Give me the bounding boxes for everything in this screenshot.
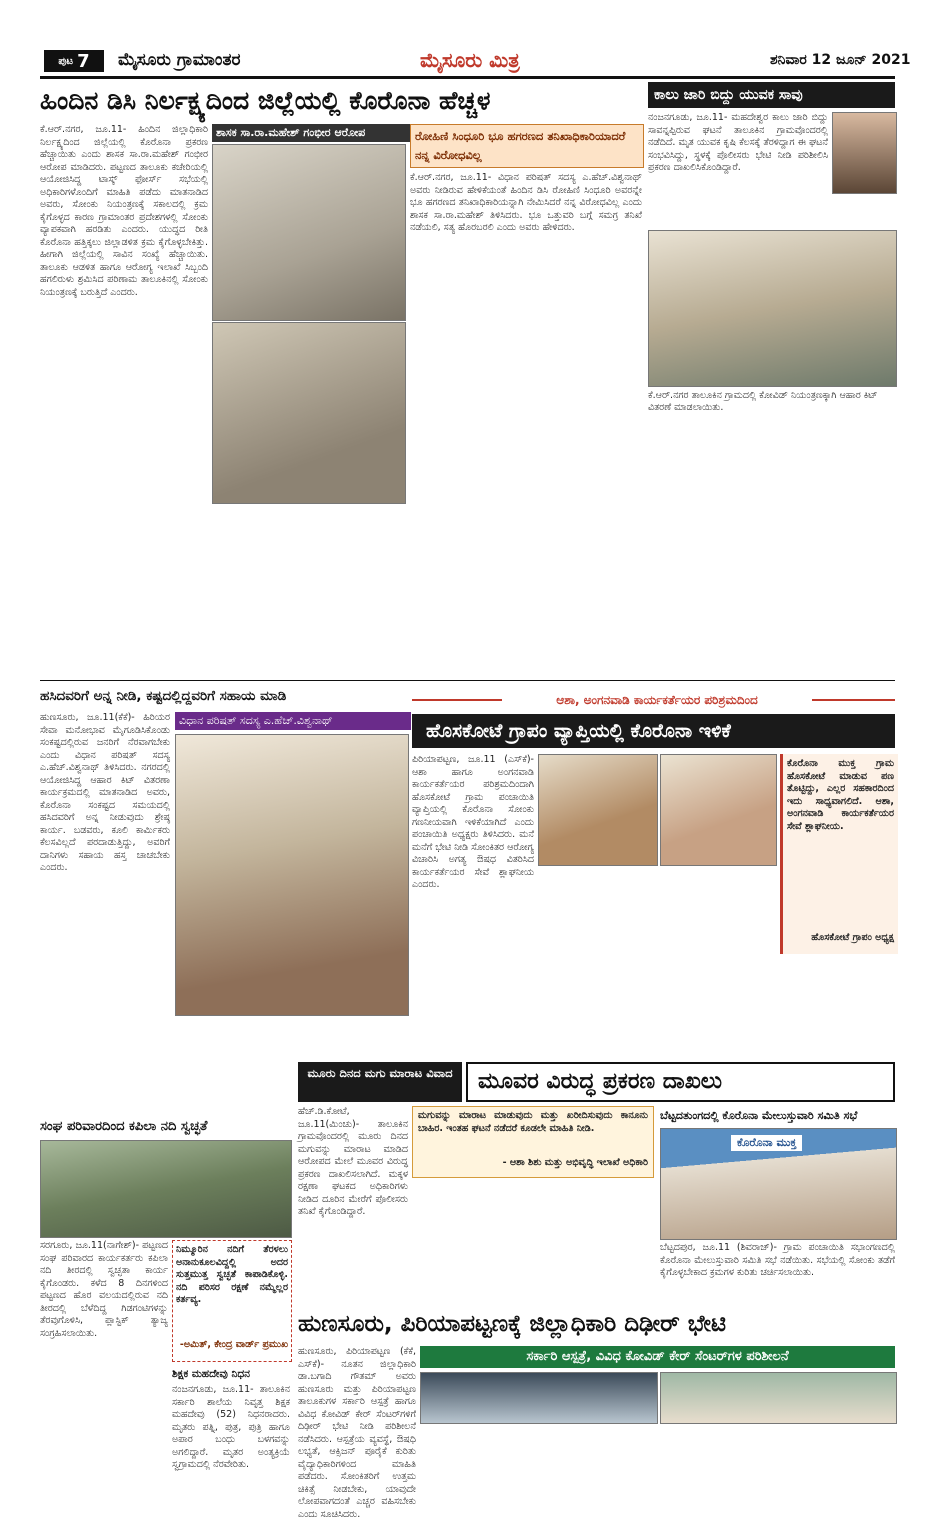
story1-kicker: ಶಾಸಕ ಸಾ.ರಾ.ಮಹೇಶ್ ಗಂಭೀರ ಆರೋಪ <box>212 124 420 142</box>
story10-photo-1 <box>420 1372 658 1424</box>
story5-kicker-row <box>412 690 895 710</box>
story10-kicker: ಸರ್ಕಾರಿ ಆಸ್ಪತ್ರೆ, ವಿವಿಧ ಕೋವಿಡ್ ಕೇರ್ ಸೆಂಟರ್‌ಗಳ ಪರಿಶೀಲನೆ <box>420 1346 895 1368</box>
story4-photo <box>175 734 409 1016</box>
story5-kicker: ಆಶಾ, ಅಂಗನವಾಡಿ ಕಾರ್ಯಕರ್ತೆಯರ ಪರಿಶ್ರಮದಿಂದ <box>502 690 812 710</box>
story4-headline: ಹಸಿದವರಿಗೆ ಅನ್ನ ನೀಡಿ, ಕಷ್ಟದಲ್ಲಿದ್ದವರಿಗೆ ಸಹಾಯ ಮಾಡಿ <box>40 688 287 704</box>
story10-photo-2 <box>660 1372 897 1424</box>
story1-body-continued <box>212 506 404 676</box>
story1-photo-2 <box>212 322 406 504</box>
story9-headline: ಬೆಟ್ಟದತುಂಗದಲ್ಲಿ ಕೊರೊನಾ ಮೇಲುಸ್ತುವಾರಿ ಸಮಿತಿ ಸಭೆ <box>660 1109 858 1122</box>
story5-headline: ಹೊಸಕೋಟೆ ಗ್ರಾಪಂ ವ್ಯಾಪ್ತಿಯಲ್ಲಿ ಕೊರೊನಾ ಇಳಿಕೆ <box>426 720 731 742</box>
story9-body: ಬೆಟ್ಟದಪುರ, ಜೂ.11 (ಶಿವರಾಜ್)- ಗ್ರಾಮ ಪಂಚಾಯಿತಿ ಸಭಾಂಗಣದಲ್ಲಿ ಕೊರೊನಾ ಮೇಲುಸ್ತುವಾರಿ ಸಮಿತಿ ಸಭೆ ನಡೆಯಿತು. ಸಭೆಯಲ್ಲಿ ಸೋಂಕು ತಡೆಗೆ ಕೈಗೊಳ್ಳಬೇಕಾದ ಕ್ರಮಗಳ ಕುರಿತು ಚರ್ಚಿಸಲಾಯಿತು. <box>660 1242 895 1278</box>
story3-headline: ಕಾಲು ಜಾರಿ ಬಿದ್ದು ಯುವಕ ಸಾವು <box>654 87 803 103</box>
obit-body: ನಂಜನಗೂಡು, ಜೂ.11- ತಾಲೂಕಿನ ಸರ್ಕಾರಿ ಶಾಲೆಯ ನಿವೃತ್ತ ಶಿಕ್ಷಕ ಮಹದೇವು (52) ನಿಧನರಾದರು. ಮೃತರು ಪತ್ನಿ, ಪುತ್ರ, ಪುತ್ರಿ ಹಾಗೂ ಅಪಾರ ಬಂಧು ಬಳಗವನ್ನು ಅಗಲಿದ್ದಾರೆ. ಮೃತರ ಅಂತ್ಯಕ್ರಿಯೆ ಸ್ವಗ್ರಾಮದಲ್ಲಿ ನೆರವೇರಿತು. <box>172 1384 290 1470</box>
story5-headline-box <box>412 714 895 748</box>
masthead-rule <box>40 76 895 79</box>
page-label: ಪುಟ <box>58 55 74 67</box>
story5-quote: ಕೊರೊನಾ ಮುಕ್ತ ಗ್ರಾಮ ಹೊಸಕೋಟೆ ಮಾಡುವ ಪಣ ತೊಟ್ಟಿದ್ದು, ಎಲ್ಲರ ಸಹಕಾರದಿಂದ ಇದು ಸಾಧ್ಯವಾಗಲಿದೆ. ಆಶಾ, ಅಂಗನವಾಡಿ ಕಾರ್ಯಕರ್ತೆಯರ ಸೇವೆ ಶ್ಲಾಘನೀಯ. <box>787 758 894 832</box>
page-number: 7 <box>77 50 90 72</box>
story4-body: ಹುಣಸೂರು, ಜೂ.11(ಕೆಕೆ)- ಹಿರಿಯರ ಸೇವಾ ಮನೋಭಾವ ಮೈಗೂಡಿಸಿಕೊಂಡು ಸಂಕಷ್ಟದಲ್ಲಿರುವ ಜನರಿಗೆ ನೆರವಾಗಬೇಕು ಎಂದು ವಿಧಾನ ಪರಿಷತ್ ಸದಸ್ಯ ಎ.ಹೆಚ್.ವಿಶ್ವನಾಥ್ ತಿಳಿಸಿದರು. ನಗರದಲ್ಲಿ ಆಯೋಜಿಸಿದ್ದ ಆಹಾರ ಕಿಟ್ ವಿತರಣಾ ಕಾರ್ಯಕ್ರಮದಲ್ಲಿ ಮಾತನಾಡಿದ ಅವರು, ಕೊರೊನಾ ಸಂಕಷ್ಟದ ಸಮಯದಲ್ಲಿ ಹಸಿದವರಿಗೆ ಅನ್ನ ನೀಡುವುದು ಶ್ರೇಷ್ಠ ಕಾರ್ಯ. ಬಡವರು, ಕೂಲಿ ಕಾರ್ಮಿಕರು ಕೆಲಸವಿಲ್ಲದೆ ಪರದಾಡುತ್ತಿದ್ದು, ಅವರಿಗೆ ದಾನಿಗಳು ಸಹಾಯ ಹಸ್ತ ಚಾಚಬೇಕು ಎಂದರು. <box>40 712 170 873</box>
story3-headline-box <box>648 82 895 108</box>
story5-quote-box <box>780 754 898 954</box>
story10-headline: ಹುಣಸೂರು, ಪಿರಿಯಾಪಟ್ಟಣಕ್ಕೆ ಜಿಲ್ಲಾಧಿಕಾರಿ ದಿಢೀರ್ ಭೇಟಿ <box>298 1311 727 1337</box>
story7-body: ಸರಗೂರು, ಜೂ.11(ನಾಗೇಶ್)- ಪಟ್ಟಣದ ಸಂಘ ಪರಿವಾರದ ಕಾರ್ಯಕರ್ತರು ಕಪಿಲಾ ನದಿ ತೀರದಲ್ಲಿ ಸ್ವಚ್ಛತಾ ಕಾರ್ಯ ಕೈಗೊಂಡರು. ಕಳೆದ 8 ದಿನಗಳಿಂದ ಪಟ್ಟಣದ ಹೊರ ವಲಯದಲ್ಲಿರುವ ನದಿ ತೀರದಲ್ಲಿ ಬೆಳೆದಿದ್ದ ಗಿಡಗಂಟಿಗಳನ್ನು ತೆರವುಗೊಳಿಸಿ, ಪ್ಲಾಸ್ಟಿಕ್ ತ್ಯಾಜ್ಯ ಸಂಗ್ರಹಿಸಲಾಯಿತು. <box>40 1240 168 1339</box>
story6-body: ಹೆಚ್.ಡಿ.ಕೋಟೆ, ಜೂ.11(ಮಿಂಚು)- ತಾಲೂಕಿನ ಗ್ರಾಮವೊಂದರಲ್ಲಿ ಮೂರು ದಿನದ ಮಗುವನ್ನು ಮಾರಾಟ ಮಾಡಿದ ಆರೋಪದ ಮೇಲೆ ಮೂವರ ವಿರುದ್ಧ ಪ್ರಕರಣ ದಾಖಲಿಸಲಾಗಿದೆ. ಮಕ್ಕಳ ರಕ್ಷಣಾ ಘಟಕದ ಅಧಿಕಾರಿಗಳು ನೀಡಿದ ದೂರಿನ ಮೇರೆಗೆ ಪೊಲೀಸರು ತನಿಖೆ ಕೈಗೊಂಡಿದ್ದಾರೆ. <box>298 1106 408 1217</box>
story5-quote-attribution: ಹೊಸಕೋಟೆ ಗ್ರಾಪಂ ಅಧ್ಯಕ್ಷ <box>811 932 894 943</box>
story6-kicker: ಮೂರು ದಿನದ ಮಗು ಮಾರಾಟ ವಿವಾದ <box>307 1066 453 1080</box>
story6-headline-box <box>466 1062 895 1102</box>
story6-note-attribution: - ಆಶಾ ಶಿಶು ಮತ್ತು ಅಭಿವೃದ್ಧಿ ಇಲಾಖೆ ಅಧಿಕಾರಿ <box>502 1157 648 1168</box>
story1-photo <box>212 144 406 321</box>
story5-body-continued <box>538 870 775 1060</box>
obit-headline: ಶಿಕ್ಷಕ ಮಹದೇವು ನಿಧನ <box>172 1368 250 1380</box>
story10-body: ಹುಣಸೂರು, ಪಿರಿಯಾಪಟ್ಟಣ (ಕೆಕೆ, ಎಸ್‌ಕೆ)- ನೂತನ ಜಿಲ್ಲಾಧಿಕಾರಿ ಡಾ.ಬಗಾದಿ ಗೌತಮ್ ಅವರು ಹುಣಸೂರು ಮತ್ತು ಪಿರಿಯಾಪಟ್ಟಣ ತಾಲೂಕುಗಳ ಸರ್ಕಾರಿ ಆಸ್ಪತ್ರೆ ಹಾಗೂ ವಿವಿಧ ಕೋವಿಡ್ ಕೇರ್ ಸೆಂಟರ್‌ಗಳಿಗೆ ದಿಢೀರ್ ಭೇಟಿ ನೀಡಿ ಪರಿಶೀಲನೆ ನಡೆಸಿದರು. ಆಸ್ಪತ್ರೆಯ ವ್ಯವಸ್ಥೆ, ಔಷಧಿ ಲಭ್ಯತೆ, ಆಕ್ಸಿಜನ್ ಪೂರೈಕೆ ಕುರಿತು ವೈದ್ಯಾಧಿಕಾರಿಗಳಿಂದ ಮಾಹಿತಿ ಪಡೆದರು. ಸೋಂಕಿತರಿಗೆ ಉತ್ತಮ ಚಿಕಿತ್ಸೆ ನೀಡಬೇಕು, ಯಾವುದೇ ಲೋಪವಾಗದಂತೆ ಎಚ್ಚರ ವಹಿಸಬೇಕು ಎಂದು ಸೂಚಿಸಿದರು. <box>298 1346 416 1520</box>
section-divider <box>40 680 895 681</box>
story3-body: ನಂಜನಗೂಡು, ಜೂ.11- ಮಹದೇಶ್ವರ ಕಾಲು ಜಾರಿ ಬಿದ್ದು ಸಾವನ್ನಪ್ಪಿರುವ ಘಟನೆ ತಾಲೂಕಿನ ಗ್ರಾಮವೊಂದರಲ್ಲಿ ನಡೆದಿದೆ. ಮೃತ ಯುವಕ ಕೃಷಿ ಕೆಲಸಕ್ಕೆ ತೆರಳಿದ್ದಾಗ ಈ ಘಟನೆ ಸಂಭವಿಸಿದ್ದು, ಸ್ಥಳಕ್ಕೆ ಪೊಲೀಸರು ಭೇಟಿ ನೀಡಿ ಪರಿಶೀಲಿಸಿ ಪ್ರಕರಣ ದಾಖಲಿಸಿಕೊಂಡಿದ್ದಾರೆ. <box>648 112 828 173</box>
story6-kicker-box <box>298 1062 462 1102</box>
story7-photo <box>40 1140 292 1238</box>
story1-body: ಕೆ.ಆರ್.ನಗರ, ಜೂ.11- ಹಿಂದಿನ ಜಿಲ್ಲಾಧಿಕಾರಿ ನಿರ್ಲಕ್ಷ್ಯದಿಂದ ಜಿಲ್ಲೆಯಲ್ಲಿ ಕೊರೊನಾ ಪ್ರಕರಣ ಹೆಚ್ಚಾಯಿತು ಎಂದು ಶಾಸಕ ಸಾ.ರಾ.ಮಹೇಶ್ ಗಂಭೀರ ಆರೋಪ ಮಾಡಿದರು. ಪಟ್ಟಣದ ತಾಲೂಕು ಕಚೇರಿಯಲ್ಲಿ ಆಯೋಜಿಸಿದ್ದ ಟಾಸ್ಕ್ ಫೋರ್ಸ್ ಸಭೆಯಲ್ಲಿ ಅಧಿಕಾರಿಗಳೊಂದಿಗೆ ಮಾಹಿತಿ ಪಡೆದು ಮಾತನಾಡಿದ ಅವರು, ಸೋಂಕು ನಿಯಂತ್ರಣಕ್ಕೆ ಸಕಾಲದಲ್ಲಿ ಕ್ರಮ ಕೈಗೊಳ್ಳದ ಕಾರಣ ಗ್ರಾಮಾಂತರ ಪ್ರದೇಶಗಳಲ್ಲಿ ಸೋಂಕು ವ್ಯಾಪಕವಾಗಿ ಹರಡಿತು ಎಂದರು. ಯುದ್ಧದ ರೀತಿ ಕೊರೊನಾ ಹತ್ತಿಕ್ಕಲು ಜಿಲ್ಲಾಡಳಿತ ಕ್ರಮ ಕೈಗೊಳ್ಳಬೇಕಿತ್ತು. ಹೀಗಾಗಿ ಜಿಲ್ಲೆಯಲ್ಲಿ ಸಾವಿನ ಸಂಖ್ಯೆ ಹೆಚ್ಚಾಯಿತು. ತಾಲೂಕು ಆಡಳಿತ ಹಾಗೂ ಆರೋಗ್ಯ ಇಲಾಖೆ ಸಿಬ್ಬಂದಿ ಹಗಲಿರುಳು ಶ್ರಮಿಸಿದ ಪರಿಣಾಮ ತಾಲೂಕಿನಲ್ಲಿ ಸೋಂಕು ನಿಯಂತ್ರಣಕ್ಕೆ ಬರುತ್ತಿದೆ ಎಂದರು. <box>40 124 208 298</box>
story7-box <box>172 1240 292 1362</box>
story1-headline: ಹಿಂದಿನ ಡಿಸಿ ನಿರ್ಲಕ್ಷ್ಯದಿಂದ ಜಿಲ್ಲೆಯಲ್ಲಿ ಕೊರೊನಾ ಹೆಚ್ಚಳ <box>40 86 491 115</box>
story4-kicker: ವಿಧಾನ ಪರಿಷತ್ ಸದಸ್ಯ ಎ.ಹೆಚ್.ವಿಶ್ವನಾಥ್ <box>175 712 411 730</box>
story5-photo-1 <box>538 754 658 866</box>
story6-note-box <box>412 1106 654 1178</box>
story5-photo-2 <box>660 754 777 866</box>
section-name: ಮೈಸೂರು ಗ್ರಾಮಾಂತರ <box>118 50 241 70</box>
story7-headline: ಸಂಘ ಪರಿವಾರದಿಂದ ಕಪಿಲಾ ನದಿ ಸ್ವಚ್ಛತೆ <box>40 1119 208 1134</box>
newspaper-logo: ಮೈಸೂರು ಮಿತ್ರ <box>420 48 520 72</box>
page-number-badge <box>44 50 104 72</box>
issue-date: ಶನಿವಾರ 12 ಜೂನ್ 2021 <box>770 52 911 68</box>
story3b-photo <box>648 230 897 387</box>
story6-note: ಮಗುವನ್ನು ಮಾರಾಟ ಮಾಡುವುದು ಮತ್ತು ಖರೀದಿಸುವುದು ಕಾನೂನು ಬಾಹಿರ. ಇಂತಹ ಘಟನೆ ನಡೆದರೆ ಕೂಡಲೇ ಮಾಹಿತಿ ನೀಡಿ. <box>418 1110 648 1134</box>
story7-box-attribution: -ಅಮಿತ್, ಕೇಂದ್ರ ವಾರ್ಡ್ ಪ್ರಮುಖ <box>179 1339 288 1350</box>
story2-headline-box <box>410 124 644 168</box>
story6-headline: ಮೂವರ ವಿರುದ್ಧ ಪ್ರಕರಣ ದಾಖಲು <box>478 1069 722 1094</box>
victim-portrait <box>832 112 897 194</box>
story5-body: ಪಿರಿಯಾಪಟ್ಟಣ, ಜೂ.11 (ಎಸ್‌ಕೆ)- ಆಶಾ ಹಾಗೂ ಅಂಗನವಾಡಿ ಕಾರ್ಯಕರ್ತೆಯರ ಪರಿಶ್ರಮದಿಂದಾಗಿ ಹೊಸಕೋಟೆ ಗ್ರಾಮ ಪಂಚಾಯಿತಿ ವ್ಯಾಪ್ತಿಯಲ್ಲಿ ಕೊರೊನಾ ಸೋಂಕು ಗಣನೀಯವಾಗಿ ಇಳಿಕೆಯಾಗಿದೆ ಎಂದು ಪಂಚಾಯಿತಿ ಅಧ್ಯಕ್ಷರು ತಿಳಿಸಿದರು. ಮನೆ ಮನೆಗೆ ಭೇಟಿ ನೀಡಿ ಸೋಂಕಿತರ ಆರೋಗ್ಯ ವಿಚಾರಿಸಿ ಅಗತ್ಯ ಔಷಧ ವಿತರಿಸಿದ ಕಾರ್ಯಕರ್ತೆಯರ ಸೇವೆ ಶ್ಲಾಘನೀಯ ಎಂದರು. <box>412 754 534 890</box>
story3b-body <box>648 455 895 675</box>
story9-banner: ಕೊರೊನಾ ಮುಕ್ತ <box>731 1135 802 1151</box>
story2-body: ಕೆ.ಆರ್.ನಗರ, ಜೂ.11- ವಿಧಾನ ಪರಿಷತ್ ಸದಸ್ಯ ಎ.ಹೆಚ್.ವಿಶ್ವನಾಥ್ ಅವರು ನೀಡಿರುವ ಹೇಳಿಕೆಯಂತೆ ಹಿಂದಿನ ಡಿಸಿ ರೋಹಿಣಿ ಸಿಂಧೂರಿ ಅವರನ್ನೇ ಭೂ ಹಗರಣದ ತನಿಖಾಧಿಕಾರಿಯನ್ನಾಗಿ ನೇಮಿಸಿದರೆ ನನ್ನ ವಿರೋಧವಿಲ್ಲ ಎಂದು ಶಾಸಕ ಸಾ.ರಾ.ಮಹೇಶ್ ತಿಳಿಸಿದರು. ಭೂ ಒತ್ತುವರಿ ಬಗ್ಗೆ ಸಮಗ್ರ ತನಿಖೆ ನಡೆಯಲಿ, ಸತ್ಯ ಹೊರಬರಲಿ ಎಂದು ಅವರು ಹೇಳಿದರು. <box>410 172 642 233</box>
story3b-caption: ಕೆ.ಆರ್.ನಗರ ತಾಲೂಕಿನ ಗ್ರಾಮದಲ್ಲಿ ಕೋವಿಡ್ ನಿಯಂತ್ರಣಕ್ಕಾಗಿ ಆಹಾರ ಕಿಟ್ ವಿತರಣೆ ಮಾಡಲಾಯಿತು. <box>648 390 878 413</box>
story9-photo <box>660 1128 897 1240</box>
story2-headline: ರೋಹಿಣಿ ಸಿಂಧೂರಿ ಭೂ ಹಗರಣದ ತನಿಖಾಧಿಕಾರಿಯಾದರೆ ನನ್ನ ವಿರೋಧವಿಲ್ಲ <box>415 129 626 162</box>
story7-box-text: ನಿಮ್ಮೂರಿನ ನದಿಗೆ ತೆರಳಲು ಅನಾನುಕೂಲವಿದ್ದಲ್ಲಿ ಅದರ ಸುತ್ತಮುತ್ತ ಸ್ವಚ್ಛತೆ ಕಾಪಾಡಿಕೊಳ್ಳಿ. ನದಿ ಪರಿಸರ ರಕ್ಷಣೆ ನಮ್ಮೆಲ್ಲರ ಕರ್ತವ್ಯ. <box>176 1244 288 1305</box>
